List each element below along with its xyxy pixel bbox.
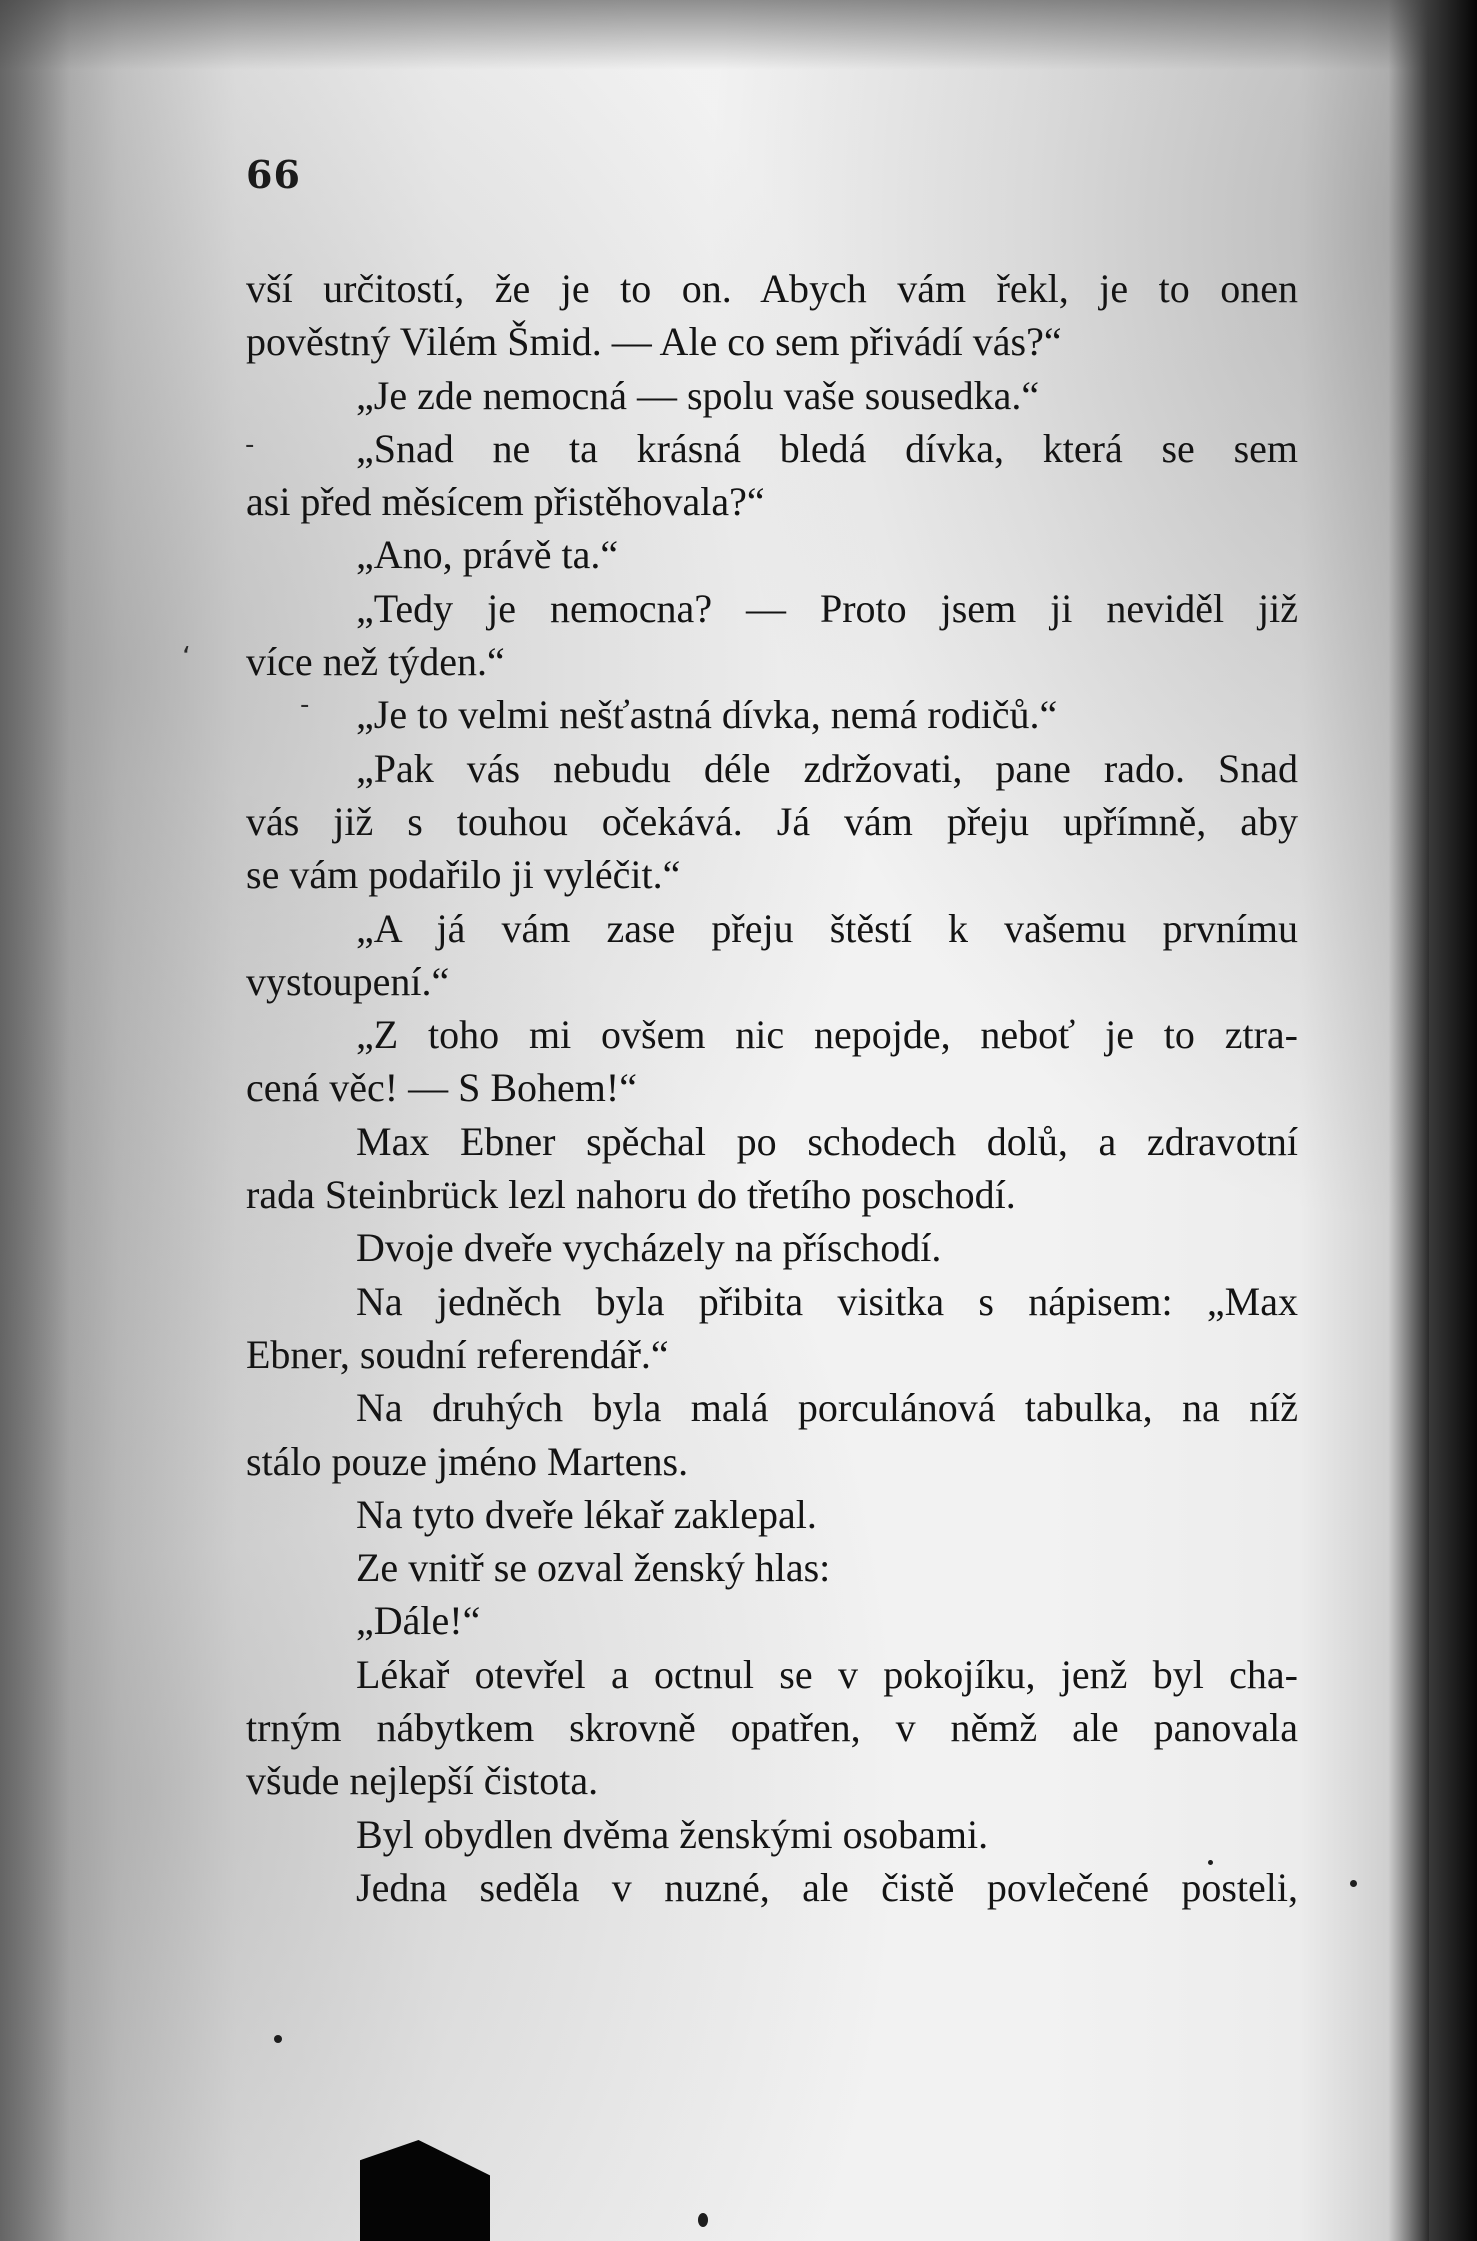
top-edge-shadow: [0, 0, 1477, 70]
page-number: 66: [246, 152, 301, 197]
text-line: asi před měsícem přistěhovala?“: [246, 479, 765, 525]
text-line: více než týden.“: [246, 639, 505, 685]
text-line: všude nejlepší čistota.: [246, 1758, 599, 1804]
text-line: Jedna seděla v nuzné, ale čistě povlečené posteli,: [356, 1864, 1298, 1910]
text-line: Na jedněch byla přibita visitka s nápisem: „Max: [356, 1278, 1298, 1324]
text-line: Max Ebner spěchal po schodech dolů, a zdravotní: [356, 1118, 1298, 1164]
body-text: [246, 262, 1298, 1914]
text-line: pověstný Vilém Šmid. — Ale co sem přivádí vás?“: [246, 319, 1062, 365]
text-line: stálo pouze jméno Martens.: [246, 1438, 689, 1484]
text-line: „Snad ne ta krásná bledá dívka, která se sem: [356, 425, 1298, 471]
text-line: Na tyto dveře lékař zaklepal.: [356, 1491, 817, 1537]
text-line: Lékař otevřel a octnul se v pokojíku, jenž byl cha-: [356, 1651, 1298, 1697]
text-line: trným nábytkem skrovně opatřen, v němž ale panovala: [246, 1705, 1298, 1751]
text-line: vystoupení.“: [246, 958, 450, 1004]
text-line: rada Steinbrück lezl nahoru do třetího poschodí.: [246, 1172, 1016, 1218]
text-line: cená věc! — S Bohem!“: [246, 1065, 637, 1111]
ink-smudge: [360, 2140, 490, 2241]
ink-speck: [1350, 1880, 1357, 1887]
text-line: Ze vnitř se ozval ženský hlas:: [356, 1545, 831, 1591]
ink-speck: [698, 2213, 708, 2227]
text-line: Dvoje dveře vycházely na příschodí.: [356, 1225, 942, 1271]
text-line: vás již s touhou očekává. Já vám přeju upřímně, aby: [246, 798, 1298, 844]
right-page-edge: [1429, 0, 1477, 2241]
text-line: vší určitostí, že je to on. Abych vám řekl, je to onen: [246, 266, 1298, 311]
text-line: Byl obydlen dvěma ženskými osobami.: [356, 1811, 989, 1857]
text-line: „Pak vás nebudu déle zdržovati, pane rado. Snad: [356, 745, 1298, 791]
text-line: Na druhých byla malá porculánová tabulka, na níž: [356, 1385, 1298, 1431]
text-line: se vám podařilo ji vyléčit.“: [246, 852, 681, 898]
margin-speck: -: [245, 430, 255, 460]
margin-speck: ‘: [182, 640, 191, 673]
binding-shadow: [0, 0, 70, 2241]
text-line: „Z toho mi ovšem nic nepojde, neboť je to ztra-: [356, 1012, 1298, 1058]
text-line: Ebner, soudní referendář.“: [246, 1331, 669, 1377]
text-line: „Je to velmi nešťastná dívka, nemá rodičů.“: [356, 692, 1058, 738]
text-line: „Tedy je nemocna? — Proto jsem ji neviděl již: [356, 585, 1298, 631]
margin-speck: -: [300, 690, 310, 720]
text-line: „Je zde nemocná — spolu vaše sousedka.“: [356, 372, 1040, 418]
text-line: „Ano, právě ta.“: [356, 532, 619, 578]
text-line: „A já vám zase přeju štěstí k vašemu prvnímu: [356, 905, 1298, 951]
ink-speck: [1208, 1860, 1213, 1865]
text-line: „Dále!“: [356, 1598, 481, 1644]
ink-speck: [274, 2035, 282, 2043]
